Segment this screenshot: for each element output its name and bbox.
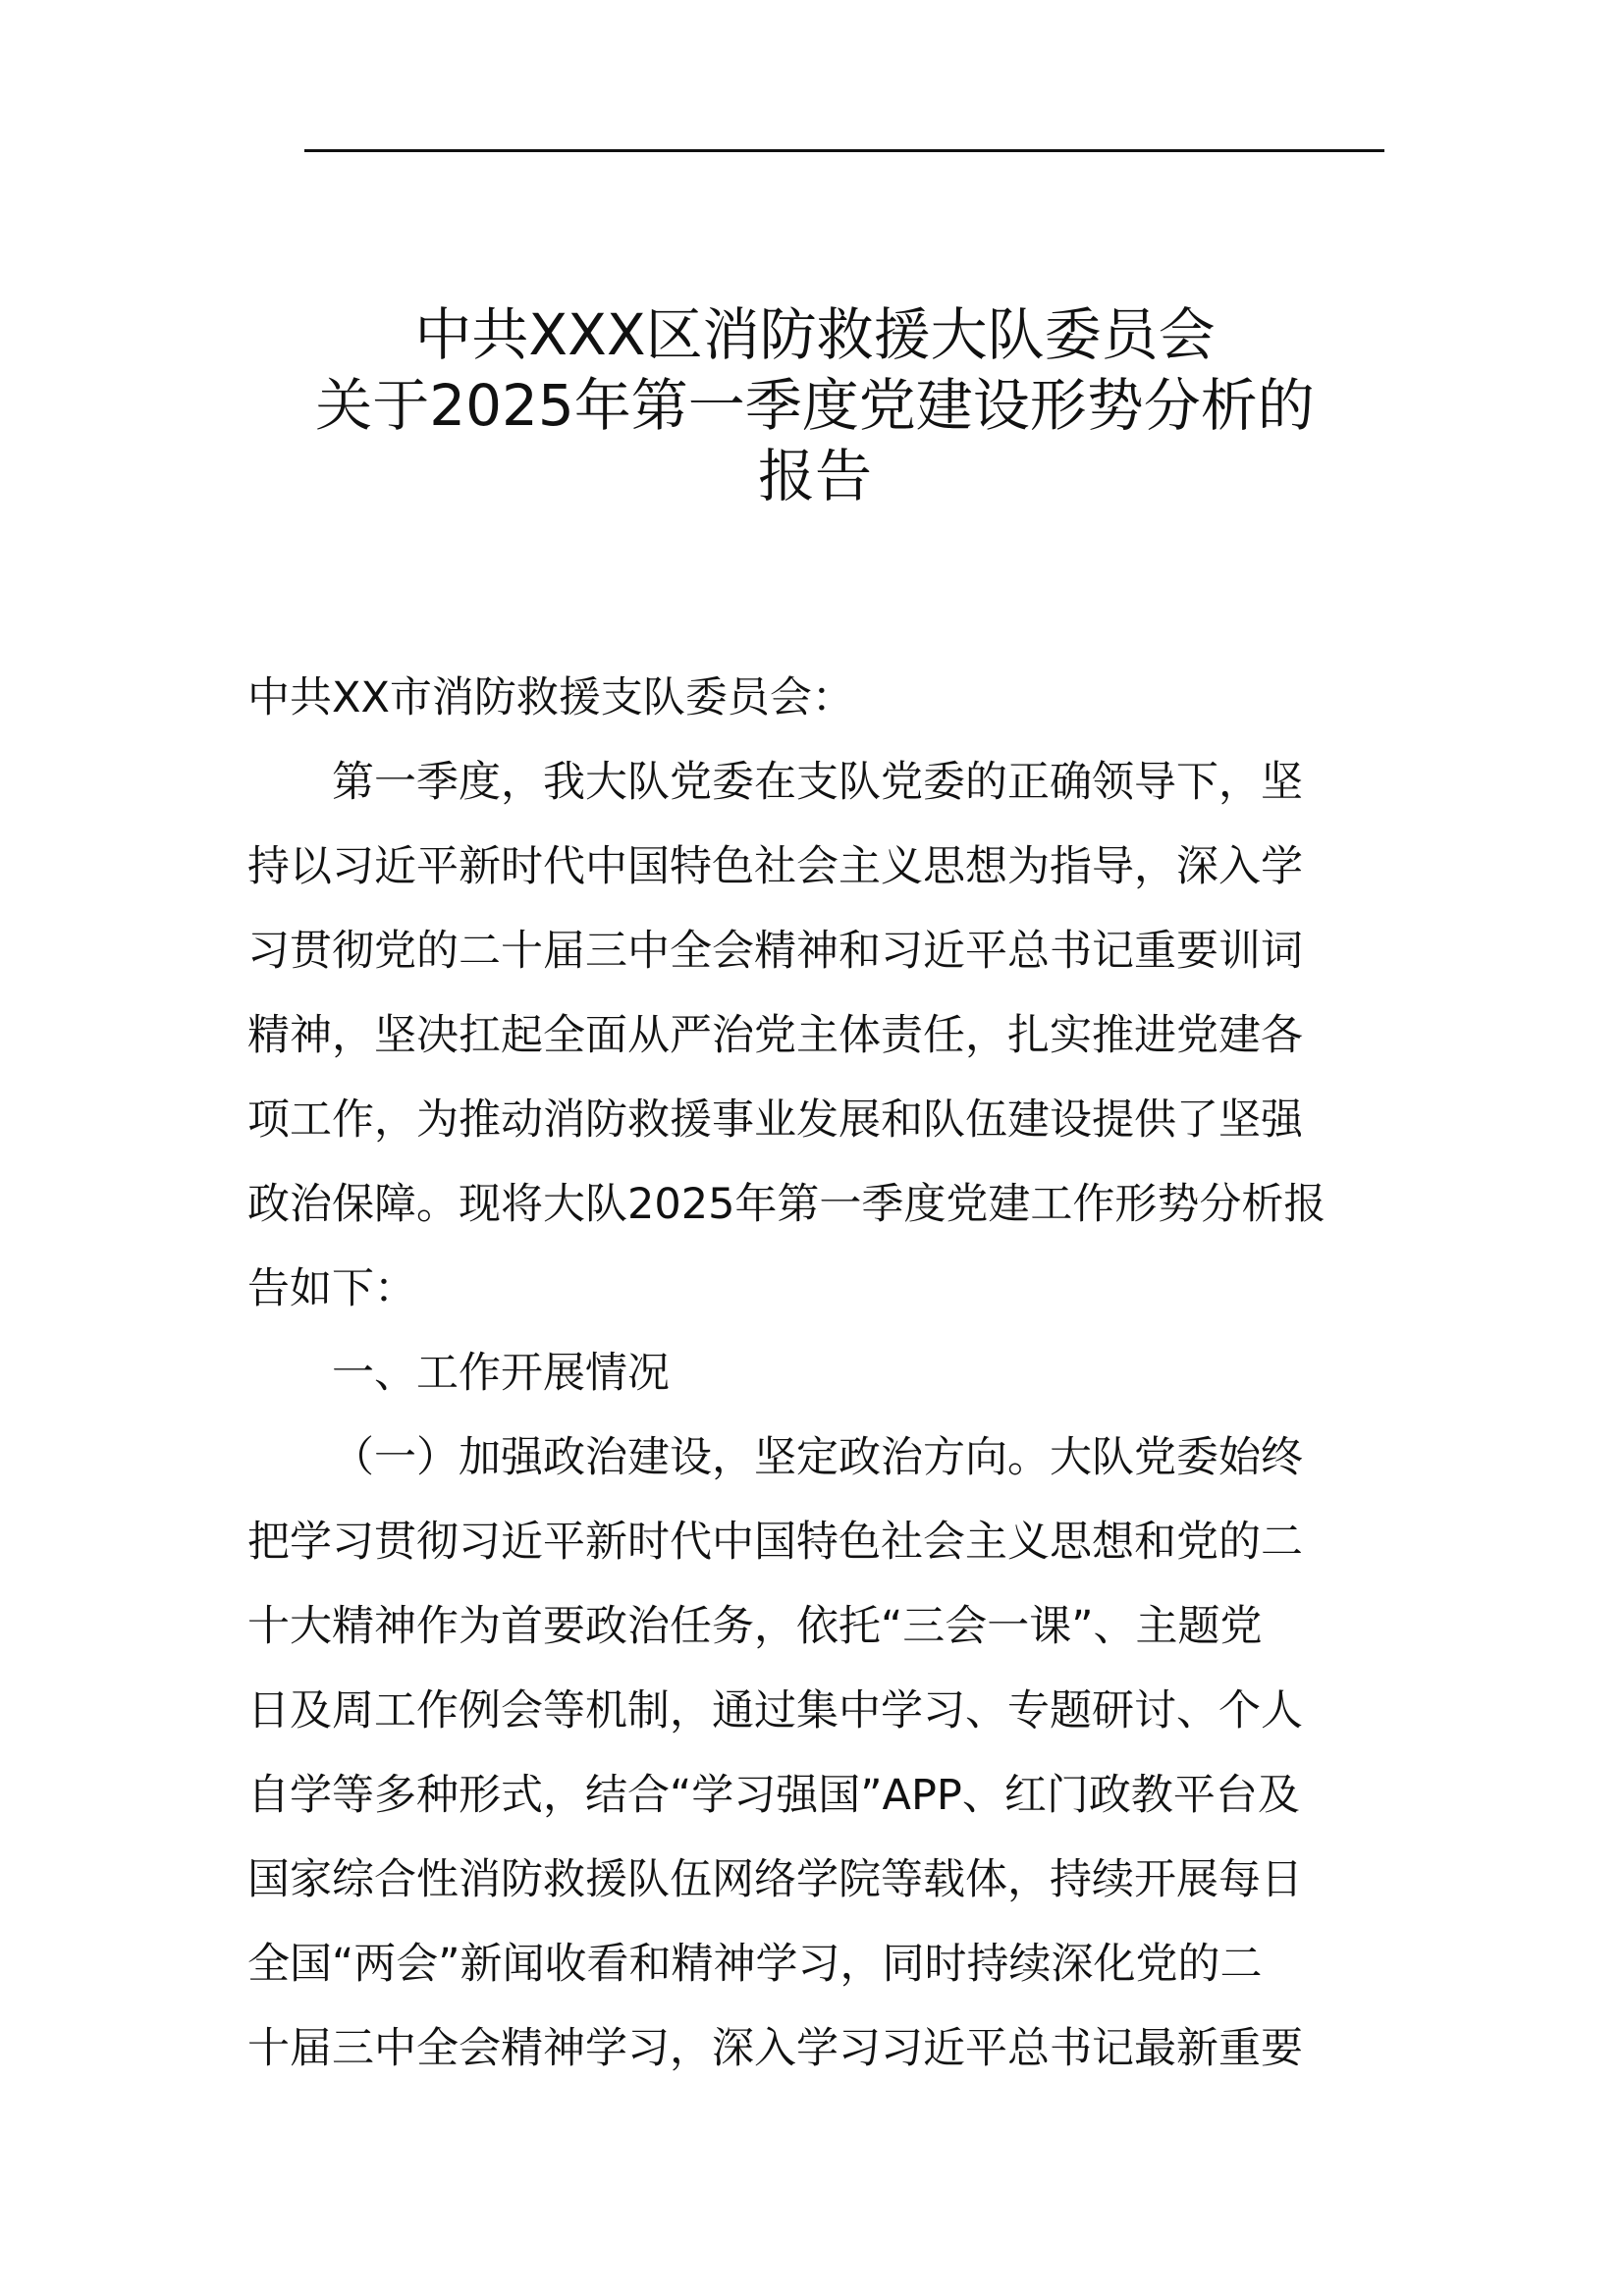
intro-line-7: 告如下： xyxy=(247,1264,416,1313)
subsection-line-6: 国家综合性消防救援队伍网络学院等载体，持续开展每日 xyxy=(247,1855,1303,1904)
subsection-line-2: 把学习贯彻习近平新时代中国特色社会主义思想和党的二 xyxy=(247,1518,1303,1567)
intro-line-6: 政治保障。现将大队2025年第一季度党建工作形势分析报 xyxy=(247,1180,1326,1229)
document-title xyxy=(226,299,1404,511)
title-line-3: 报告 xyxy=(757,443,872,509)
intro-line-2: 持以习近平新时代中国特色社会主义思想为指导，深入学 xyxy=(247,842,1303,891)
header-rule xyxy=(304,149,1384,152)
subsection-line-7: 全国“两会”新闻收看和精神学习，同时持续深化党的二 xyxy=(247,1940,1263,1989)
document-body xyxy=(247,656,1386,2091)
subsection-line-4: 日及周工作例会等机制，通过集中学习、专题研讨、个人 xyxy=(247,1686,1303,1735)
subsection-line-8: 十届三中全会精神学习，深入学习习近平总书记最新重要 xyxy=(247,2024,1303,2073)
section-heading: 一、工作开展情况 xyxy=(332,1349,670,1398)
subsection-line-1: （一）加强政治建设，坚定政治方向。大队党委始终 xyxy=(332,1433,1303,1482)
subsection-line-5: 自学等多种形式，结合“学习强国”APP、红门政教平台及 xyxy=(247,1771,1300,1820)
intro-line-1: 第一季度，我大队党委在支队党委的正确领导下，坚 xyxy=(332,758,1303,807)
title-line-1: 中共XXX区消防救援大队委员会 xyxy=(414,301,1216,368)
title-line-2: 关于2025年第一季度党建设形势分析的 xyxy=(315,372,1315,439)
subsection-line-3: 十大精神作为首要政治任务，依托“三会一课”、主题党 xyxy=(247,1602,1263,1651)
salutation: 中共XX市消防救援支队委员会： xyxy=(247,673,854,722)
intro-line-5: 项工作，为推动消防救援事业发展和队伍建设提供了坚强 xyxy=(247,1095,1303,1145)
intro-line-4: 精神，坚决扛起全面从严治党主体责任，扎实推进党建各 xyxy=(247,1011,1303,1060)
intro-line-3: 习贯彻党的二十届三中全会精神和习近平总书记重要训词 xyxy=(247,927,1303,976)
